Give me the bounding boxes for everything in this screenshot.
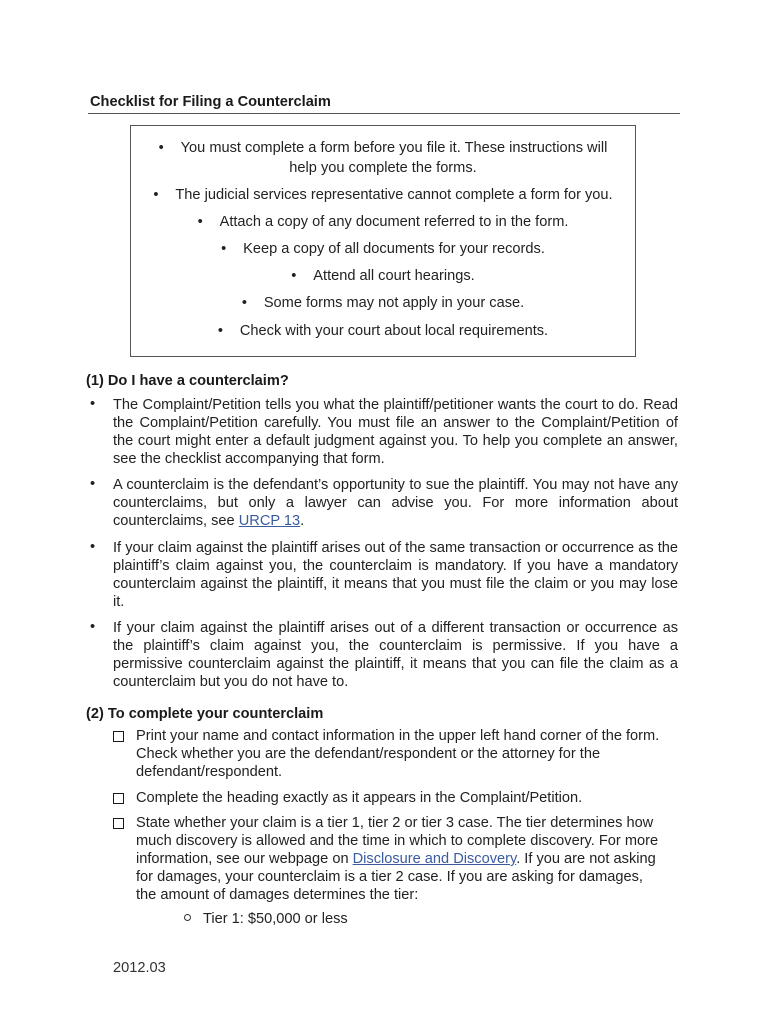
bullet-icon: • bbox=[291, 268, 297, 284]
bullet-icon: • bbox=[158, 140, 164, 156]
notice-item: • Keep a copy of all documents for your records. bbox=[221, 241, 545, 257]
checklist-item: Complete the heading exactly as it appears in the Complaint/Petition. bbox=[136, 790, 583, 806]
notice-item: • Check with your court about local requirements. bbox=[217, 323, 549, 339]
paragraph: The Complaint/Petition tells you what the plaintiff/petitioner wants the court to do. Read the Complaint/Petition carefully. You must file an answer to the Complaint/Petition of the court might enter a default judgment against you. To help you complete an answer, see the checklist accompanying that form. bbox=[113, 397, 678, 467]
bullet-icon: • bbox=[217, 323, 223, 339]
disclosure-discovery-link[interactable]: Disclosure and Discovery bbox=[352, 851, 517, 867]
footer-version: 2012.03 bbox=[113, 960, 166, 976]
section-heading-1: (1) Do I have a counterclaim? bbox=[86, 373, 289, 389]
sub-list-item: Tier 1: $50,000 or less bbox=[184, 911, 348, 927]
paragraph: If your claim against the plaintiff arises out of the same transaction or occurrence as the plaintiff’s claim against you, the counterclaim is mandatory. If you have a mandatory counterclaim against the plaintiff, it means that you must file the claim or you may lose it. bbox=[113, 540, 678, 610]
section-heading-2: (2) To complete your counterclaim bbox=[86, 706, 324, 722]
circle-bullet-icon bbox=[184, 914, 191, 921]
notice-item: • The judicial services representative cannot complete a form for you. bbox=[153, 187, 613, 203]
bullet-icon: • bbox=[153, 187, 159, 203]
paragraph: If your claim against the plaintiff arises out of a different transaction or occurrence as the plaintiff’s claim against you, the counterclaim is permissive. If you have a permissive counterclaim against the plaintiff, it means that you can file the claim as a counterclaim but you do not have to. bbox=[113, 620, 678, 690]
bullet-icon: • bbox=[197, 214, 203, 230]
bullet-icon: • bbox=[241, 295, 247, 311]
checklist-item: Print your name and contact information in the upper left hand corner of the form. Check whether you are the defendant/respondent or the attorney for the defendant/respondent. bbox=[136, 728, 660, 780]
bullet-icon: • bbox=[221, 241, 227, 257]
bullet-icon: • bbox=[90, 539, 96, 555]
bullet-icon: • bbox=[90, 619, 96, 635]
checkbox[interactable] bbox=[113, 793, 124, 804]
title-divider bbox=[88, 113, 680, 114]
notice-item: • Attend all court hearings. bbox=[291, 268, 475, 284]
checkbox[interactable] bbox=[113, 818, 124, 829]
notice-item: • You must complete a form before you file it. These instructions will help you complete the forms. bbox=[158, 140, 608, 176]
checkbox[interactable] bbox=[113, 731, 124, 742]
notice-item: • Attach a copy of any document referred to in the form. bbox=[197, 214, 569, 230]
page-title: Checklist for Filing a Counterclaim bbox=[90, 94, 331, 110]
notice-box bbox=[130, 125, 636, 357]
bullet-icon: • bbox=[90, 476, 96, 492]
checklist-item: State whether your claim is a tier 1, tier 2 or tier 3 case. The tier determines how much discovery is allowed and the time in which to complete discovery. For more information, see our webpage on Disclosure and Discovery. If you are not asking for damages, your counterclaim is a tier 2 case. If you are asking for damages, the amount of damages determines the tier: bbox=[136, 815, 659, 903]
urcp-13-link[interactable]: URCP 13 bbox=[238, 513, 301, 529]
notice-item: • Some forms may not apply in your case. bbox=[241, 295, 525, 311]
bullet-icon: • bbox=[90, 396, 96, 412]
paragraph: A counterclaim is the defendant’s opportunity to sue the plaintiff. You may not have any counterclaims, but only a lawyer can advise you. For more information about counterclaims, see URCP 13. bbox=[113, 477, 678, 529]
